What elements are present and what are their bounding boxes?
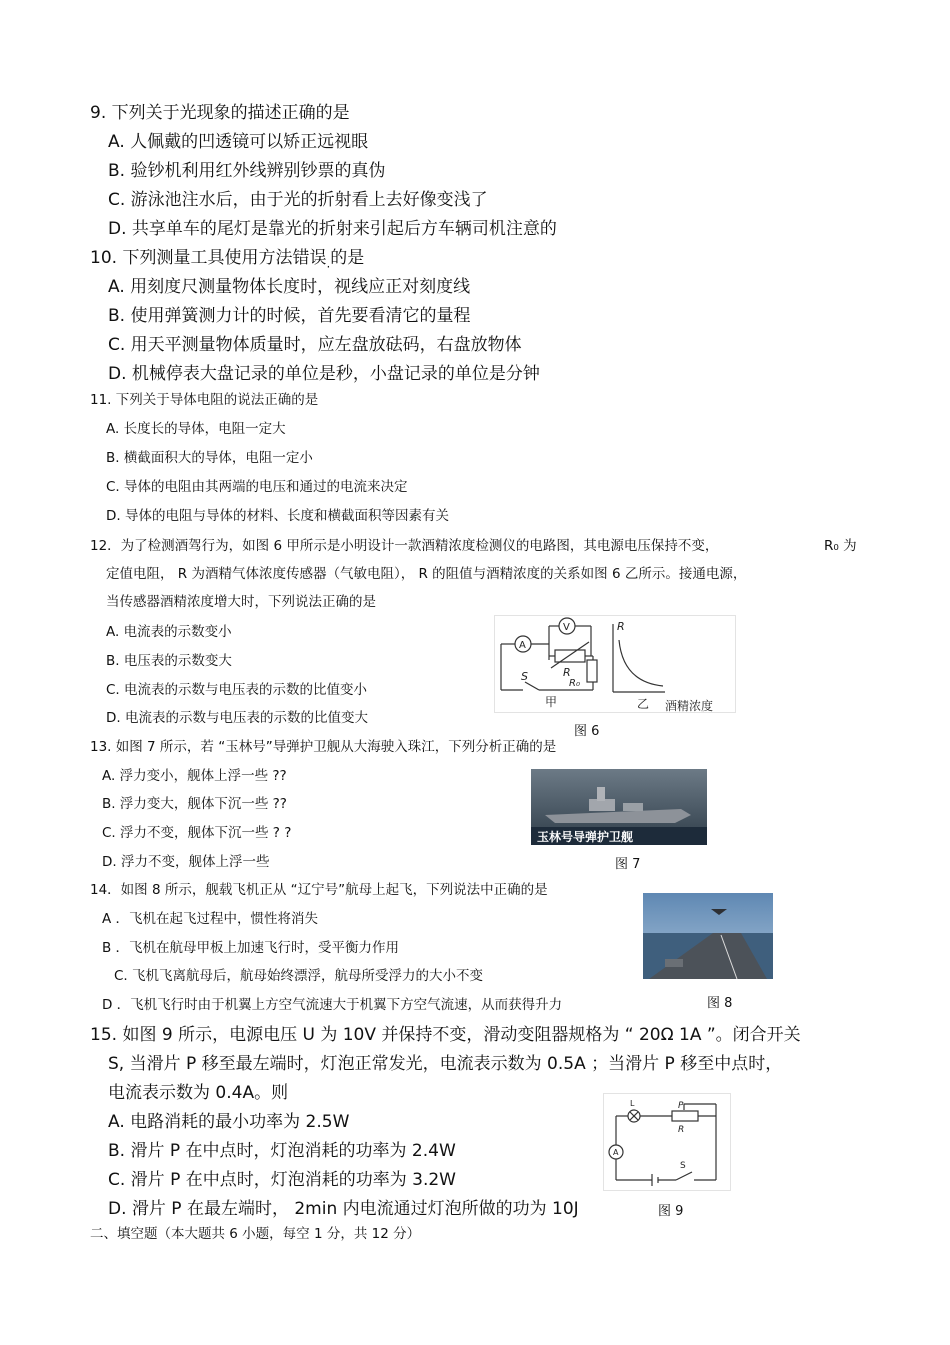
q10-stem-main: 10. 下列测量工具使用方法错误 <box>90 248 327 268</box>
q11-stem: 11. 下列关于导体电阻的说法正确的是 <box>90 392 319 408</box>
slider-p-label: P <box>678 1101 684 1111</box>
q15-line-2: S, 当滑片 P 移至最左端时，灯泡正常发光，电流表示数为 0.5A ；当滑片 P 移至中点时， <box>108 1054 783 1074</box>
figure-9-caption: 图 9 <box>658 1204 684 1219</box>
figure-9 <box>603 1093 731 1191</box>
q15-line-3: 电流表示数为 0.4A。则 <box>108 1083 289 1103</box>
q15-option-a: A. 电路消耗的最小功率为 2.5W <box>108 1112 350 1132</box>
label-jia: 甲 <box>545 695 558 709</box>
q14-option-c: C. 飞机飞离航母后，航母始终漂浮，航母所受浮力的大小不变 <box>114 968 484 984</box>
q12-option-b: B. 电压表的示数变大 <box>106 653 232 669</box>
q15-option-c: C. 滑片 P 在中点时，灯泡消耗的功率为 3.2W <box>108 1170 456 1190</box>
q10-option-d: D. 机械停表大盘记录的单位是秒，小盘记录的单位是分钟 <box>108 364 540 384</box>
ammeter-label: A <box>519 640 526 651</box>
q12-option-c: C. 电流表的示数与电压表的示数的比值变小 <box>106 682 368 698</box>
q10-option-a: A. 用刻度尺测量物体长度时，视线应正对刻度线 <box>108 277 471 297</box>
q12-option-a: A. 电流表的示数变小 <box>106 624 232 640</box>
circuit-jia <box>501 618 597 690</box>
figure-7 <box>531 769 707 845</box>
r0-label: R₀ <box>569 678 580 689</box>
figure-8-caption: 图 8 <box>707 996 733 1011</box>
figure-9-circuit <box>604 1094 730 1190</box>
q11-option-b: B. 横截面积大的导体，电阻一定小 <box>106 450 313 466</box>
q9-option-d: D. 共享单车的尾灯是靠光的折射来引起后方车辆司机注意的 <box>108 219 557 239</box>
sensor-r-label: R <box>563 666 571 679</box>
voltmeter-label: V <box>563 622 570 633</box>
q10-stem-tail: 的是 <box>330 248 365 268</box>
circuit-lines <box>609 1104 716 1186</box>
section-2-title: 二、填空题（本大题共 6 小题，每空 1 分，共 12 分） <box>90 1226 421 1242</box>
q13-stem: 13. 如图 7 所示，若 “玉林号”导弹护卫舰从大海驶入珠江，下列分析正确的是 <box>90 739 557 755</box>
q11-option-a: A. 长度长的导体，电阻一定大 <box>106 421 286 437</box>
figure-6-caption: 图 6 <box>574 724 600 739</box>
q10-option-c: C. 用天平测量物体质量时，应左盘放砝码，右盘放物体 <box>108 335 522 355</box>
q14-option-d: D ．飞机飞行时由于机翼上方空气流速大于机翼下方空气流速，从而获得升力 <box>102 997 563 1013</box>
q15-line-1: 15. 如图 9 所示，电源电压 U 为 10V 并保持不变，滑动变阻器规格为 “ 20Ω 1A ”。闭合开关 <box>90 1025 801 1045</box>
q12-option-d: D. 电流表的示数与电压表的示数的比值变大 <box>106 710 368 726</box>
q13-option-c: C. 浮力不变，舰体下沉一些 ? ? <box>102 825 292 841</box>
q13-option-d: D. 浮力不变，舰体上浮一些 <box>102 854 270 870</box>
switch-s-label: S <box>521 670 528 683</box>
q12-line-3: 当传感器酒精浓度增大时，下列说法正确的是 <box>106 594 376 610</box>
figure-8 <box>643 893 773 979</box>
q15-option-d: D. 滑片 P 在最左端时， 2min 内电流通过灯泡所做的功为 10J <box>108 1199 579 1219</box>
q10-option-b: B. 使用弹簧测力计的时候，首先要看清它的量程 <box>108 306 471 326</box>
lamp-label: L <box>630 1099 635 1108</box>
q14-stem: 14．如图 8 所示，舰载飞机正从 “辽宁号”航母上起飞，下列说法中正确的是 <box>90 882 548 898</box>
q9-option-b: B. 验钞机利用红外线辨别钞票的真伪 <box>108 161 386 181</box>
rheostat-r-label: R <box>678 1125 685 1135</box>
emphasis-dot: · <box>326 260 331 274</box>
q15-option-b: B. 滑片 P 在中点时，灯泡消耗的功率为 2.4W <box>108 1141 456 1161</box>
ammeter-label: A <box>613 1148 619 1157</box>
q10-stem <box>90 243 365 274</box>
figure-7-caption: 图 7 <box>615 857 641 872</box>
q11-option-d: D. 导体的电阻与导体的材料、长度和横截面积等因素有关 <box>106 508 449 524</box>
q11-option-c: C. 导体的电阻由其两端的电压和通过的电流来决定 <box>106 479 408 495</box>
q12-line-1: 12．为了检测酒驾行为，如图 6 甲所示是小明设计一款酒精浓度检测仪的电路图，其电源电压保持不变， <box>90 538 719 554</box>
q14-option-b: B ．飞机在航母甲板上加速飞行时，受平衡力作用 <box>102 940 400 956</box>
graph-x-axis-label: 酒精浓度 <box>665 699 714 712</box>
q14-option-a: A ．飞机在起飞过程中，惯性将消失 <box>102 911 319 927</box>
q12-line-2: 定值电阻， R 为酒精气体浓度传感器（气敏电阻）， R 的阻值与酒精浓度的关系如图 6 乙所示。接通电源， <box>106 566 747 582</box>
q9-stem: 9. 下列关于光现象的描述正确的是 <box>90 103 350 123</box>
warship-banner: 玉林号导弹护卫舰 <box>537 830 634 844</box>
q9-option-a: A. 人佩戴的凹透镜可以矫正远视眼 <box>108 132 369 152</box>
carrier-photo <box>643 893 773 979</box>
q13-option-a: A. 浮力变小，舰体上浮一些 ?? <box>102 768 287 784</box>
label-yi: 乙 <box>637 697 650 711</box>
figure-6-diagram <box>495 616 735 712</box>
graph-yi <box>613 624 665 692</box>
q9-option-c: C. 游泳池注水后，由于光的折射看上去好像变浅了 <box>108 190 488 210</box>
figure-6 <box>494 615 736 713</box>
switch-s-label: S <box>680 1161 686 1171</box>
graph-r-axis-label: R <box>617 620 625 633</box>
q13-option-b: B. 浮力变大，舰体下沉一些 ?? <box>102 796 287 812</box>
q12-line-1-right: R₀ 为 <box>824 538 857 554</box>
